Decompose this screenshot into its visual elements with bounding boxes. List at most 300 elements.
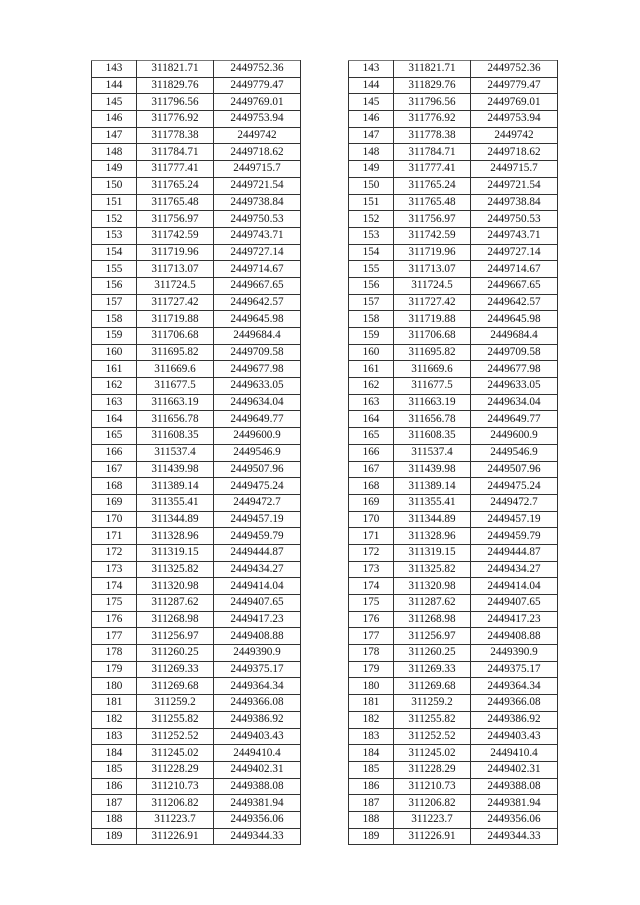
y-coordinate-cell: 2449356.06 (214, 811, 301, 828)
table-row (349, 227, 558, 244)
point-number-cell: 176 (92, 611, 137, 628)
y-coordinate-cell: 2449718.62 (214, 144, 301, 161)
table-row (349, 161, 558, 178)
coordinate-table-left (91, 60, 301, 845)
table-row (92, 194, 301, 211)
point-number-cell: 170 (349, 511, 394, 528)
y-coordinate-cell: 2449381.94 (471, 795, 558, 812)
y-coordinate-cell: 2449507.96 (214, 461, 301, 478)
point-number-cell: 162 (349, 378, 394, 395)
x-coordinate-cell: 311260.25 (137, 645, 214, 662)
y-coordinate-cell: 2449472.7 (471, 494, 558, 511)
point-number-cell: 188 (92, 811, 137, 828)
x-coordinate-cell: 311355.41 (394, 494, 471, 511)
point-number-cell: 156 (349, 277, 394, 294)
point-number-cell: 150 (349, 177, 394, 194)
y-coordinate-cell: 2449388.08 (471, 778, 558, 795)
point-number-cell: 175 (349, 595, 394, 612)
y-coordinate-cell: 2449414.04 (214, 578, 301, 595)
point-number-cell: 164 (349, 411, 394, 428)
x-coordinate-cell: 311695.82 (137, 344, 214, 361)
point-number-cell: 145 (349, 94, 394, 111)
y-coordinate-cell: 2449388.08 (214, 778, 301, 795)
x-coordinate-cell: 311255.82 (394, 711, 471, 728)
y-coordinate-cell: 2449642.57 (471, 294, 558, 311)
point-number-cell: 187 (92, 795, 137, 812)
point-number-cell: 178 (92, 645, 137, 662)
point-number-cell: 179 (92, 661, 137, 678)
table-row (92, 94, 301, 111)
table-row (349, 728, 558, 745)
y-coordinate-cell: 2449375.17 (471, 661, 558, 678)
point-number-cell: 161 (92, 361, 137, 378)
x-coordinate-cell: 311256.97 (137, 628, 214, 645)
x-coordinate-cell: 311608.35 (394, 428, 471, 445)
table-row (92, 444, 301, 461)
y-coordinate-cell: 2449677.98 (214, 361, 301, 378)
table-row (92, 645, 301, 662)
table-row (349, 77, 558, 94)
x-coordinate-cell: 311742.59 (137, 227, 214, 244)
x-coordinate-cell: 311287.62 (137, 595, 214, 612)
point-number-cell: 160 (349, 344, 394, 361)
y-coordinate-cell: 2449417.23 (471, 611, 558, 628)
y-coordinate-cell: 2449434.27 (471, 561, 558, 578)
x-coordinate-cell: 311319.15 (394, 544, 471, 561)
x-coordinate-cell: 311765.24 (394, 177, 471, 194)
y-coordinate-cell: 2449634.04 (214, 394, 301, 411)
y-coordinate-cell: 2449752.36 (471, 61, 558, 78)
x-coordinate-cell: 311245.02 (137, 745, 214, 762)
coordinate-table-right (348, 60, 558, 845)
y-coordinate-cell: 2449649.77 (471, 411, 558, 428)
table-row (92, 795, 301, 812)
y-coordinate-cell: 2449444.87 (214, 544, 301, 561)
point-number-cell: 158 (349, 311, 394, 328)
y-coordinate-cell: 2449403.43 (471, 728, 558, 745)
y-coordinate-cell: 2449677.98 (471, 361, 558, 378)
x-coordinate-cell: 311252.52 (394, 728, 471, 745)
y-coordinate-cell: 2449381.94 (214, 795, 301, 812)
point-number-cell: 171 (349, 528, 394, 545)
y-coordinate-cell: 2449738.84 (214, 194, 301, 211)
table-row (92, 111, 301, 128)
point-number-cell: 177 (92, 628, 137, 645)
x-coordinate-cell: 311537.4 (394, 444, 471, 461)
table-row (92, 294, 301, 311)
point-number-cell: 165 (349, 428, 394, 445)
table-row (349, 544, 558, 561)
point-number-cell: 150 (92, 177, 137, 194)
table-row (92, 661, 301, 678)
point-number-cell: 158 (92, 311, 137, 328)
y-coordinate-cell: 2449390.9 (471, 645, 558, 662)
point-number-cell: 151 (349, 194, 394, 211)
x-coordinate-cell: 311228.29 (394, 761, 471, 778)
x-coordinate-cell: 311829.76 (394, 77, 471, 94)
point-number-cell: 149 (349, 161, 394, 178)
table-row (349, 127, 558, 144)
x-coordinate-cell: 311719.96 (394, 244, 471, 261)
x-coordinate-cell: 311706.68 (137, 328, 214, 345)
x-coordinate-cell: 311252.52 (137, 728, 214, 745)
point-number-cell: 184 (92, 745, 137, 762)
table-row (349, 494, 558, 511)
table-row (349, 778, 558, 795)
y-coordinate-cell: 2449753.94 (214, 111, 301, 128)
x-coordinate-cell: 311796.56 (137, 94, 214, 111)
x-coordinate-cell: 311389.14 (394, 478, 471, 495)
point-number-cell: 146 (349, 111, 394, 128)
x-coordinate-cell: 311663.19 (394, 394, 471, 411)
table-row (92, 461, 301, 478)
x-coordinate-cell: 311269.33 (137, 661, 214, 678)
table-row (92, 811, 301, 828)
x-coordinate-cell: 311389.14 (137, 478, 214, 495)
x-coordinate-cell: 311656.78 (394, 411, 471, 428)
table-row (349, 111, 558, 128)
point-number-cell: 174 (92, 578, 137, 595)
point-number-cell: 173 (349, 561, 394, 578)
table-row (92, 728, 301, 745)
point-number-cell: 184 (349, 745, 394, 762)
table-row (92, 678, 301, 695)
table-row (349, 611, 558, 628)
table-row (92, 261, 301, 278)
table-row (92, 77, 301, 94)
x-coordinate-cell: 311727.42 (394, 294, 471, 311)
point-number-cell: 169 (92, 494, 137, 511)
y-coordinate-cell: 2449727.14 (471, 244, 558, 261)
y-coordinate-cell: 2449414.04 (471, 578, 558, 595)
y-coordinate-cell: 2449769.01 (214, 94, 301, 111)
table-row (349, 277, 558, 294)
y-coordinate-cell: 2449667.65 (471, 277, 558, 294)
x-coordinate-cell: 311228.29 (137, 761, 214, 778)
y-coordinate-cell: 2449546.9 (471, 444, 558, 461)
table-row (349, 795, 558, 812)
table-row (349, 478, 558, 495)
point-number-cell: 168 (92, 478, 137, 495)
point-number-cell: 175 (92, 595, 137, 612)
point-number-cell: 161 (349, 361, 394, 378)
y-coordinate-cell: 2449375.17 (214, 661, 301, 678)
x-coordinate-cell: 311325.82 (394, 561, 471, 578)
x-coordinate-cell: 311226.91 (137, 828, 214, 845)
point-number-cell: 156 (92, 277, 137, 294)
point-number-cell: 186 (92, 778, 137, 795)
y-coordinate-cell: 2449779.47 (214, 77, 301, 94)
point-number-cell: 144 (92, 77, 137, 94)
x-coordinate-cell: 311256.97 (394, 628, 471, 645)
x-coordinate-cell: 311210.73 (137, 778, 214, 795)
y-coordinate-cell: 2449600.9 (471, 428, 558, 445)
table-row (349, 194, 558, 211)
y-coordinate-cell: 2449475.24 (471, 478, 558, 495)
y-coordinate-cell: 2449645.98 (214, 311, 301, 328)
table-row (92, 328, 301, 345)
table-row (92, 144, 301, 161)
x-coordinate-cell: 311784.71 (137, 144, 214, 161)
y-coordinate-cell: 2449718.62 (471, 144, 558, 161)
point-number-cell: 181 (92, 695, 137, 712)
point-number-cell: 146 (92, 111, 137, 128)
table-row (92, 628, 301, 645)
x-coordinate-cell: 311669.6 (137, 361, 214, 378)
x-coordinate-cell: 311776.92 (394, 111, 471, 128)
point-number-cell: 185 (349, 761, 394, 778)
point-number-cell: 154 (349, 244, 394, 261)
table-row (349, 378, 558, 395)
y-coordinate-cell: 2449779.47 (471, 77, 558, 94)
table-row (349, 311, 558, 328)
table-row (92, 277, 301, 294)
table-row (92, 511, 301, 528)
x-coordinate-cell: 311778.38 (137, 127, 214, 144)
table-row (349, 661, 558, 678)
x-coordinate-cell: 311226.91 (394, 828, 471, 845)
table-row (349, 361, 558, 378)
y-coordinate-cell: 2449684.4 (214, 328, 301, 345)
table-row (349, 61, 558, 78)
point-number-cell: 176 (349, 611, 394, 628)
y-coordinate-cell: 2449459.79 (214, 528, 301, 545)
table-row (349, 428, 558, 445)
x-coordinate-cell: 311784.71 (394, 144, 471, 161)
x-coordinate-cell: 311796.56 (394, 94, 471, 111)
point-number-cell: 153 (349, 227, 394, 244)
y-coordinate-cell: 2449667.65 (214, 277, 301, 294)
table-row (92, 411, 301, 428)
y-coordinate-cell: 2449743.71 (471, 227, 558, 244)
y-coordinate-cell: 2449633.05 (471, 378, 558, 395)
point-number-cell: 187 (349, 795, 394, 812)
table-row (92, 211, 301, 228)
x-coordinate-cell: 311608.35 (137, 428, 214, 445)
point-number-cell: 180 (349, 678, 394, 695)
table-row (349, 444, 558, 461)
point-number-cell: 169 (349, 494, 394, 511)
y-coordinate-cell: 2449714.67 (214, 261, 301, 278)
y-coordinate-cell: 2449366.08 (214, 695, 301, 712)
y-coordinate-cell: 2449709.58 (214, 344, 301, 361)
table-row (92, 494, 301, 511)
x-coordinate-cell: 311756.97 (137, 211, 214, 228)
x-coordinate-cell: 311223.7 (394, 811, 471, 828)
table-row (92, 778, 301, 795)
x-coordinate-cell: 311328.96 (394, 528, 471, 545)
point-number-cell: 177 (349, 628, 394, 645)
y-coordinate-cell: 2449410.4 (214, 745, 301, 762)
table-row (349, 411, 558, 428)
point-number-cell: 155 (92, 261, 137, 278)
table-row (349, 528, 558, 545)
point-number-cell: 154 (92, 244, 137, 261)
y-coordinate-cell: 2449364.34 (471, 678, 558, 695)
point-number-cell: 189 (349, 828, 394, 845)
y-coordinate-cell: 2449507.96 (471, 461, 558, 478)
x-coordinate-cell: 311269.68 (137, 678, 214, 695)
y-coordinate-cell: 2449649.77 (214, 411, 301, 428)
x-coordinate-cell: 311663.19 (137, 394, 214, 411)
y-coordinate-cell: 2449417.23 (214, 611, 301, 628)
y-coordinate-cell: 2449752.36 (214, 61, 301, 78)
table-row (349, 561, 558, 578)
x-coordinate-cell: 311269.68 (394, 678, 471, 695)
y-coordinate-cell: 2449738.84 (471, 194, 558, 211)
point-number-cell: 153 (92, 227, 137, 244)
table-row (92, 544, 301, 561)
table-row (92, 361, 301, 378)
table-row (92, 595, 301, 612)
point-number-cell: 188 (349, 811, 394, 828)
x-coordinate-cell: 311669.6 (394, 361, 471, 378)
point-number-cell: 181 (349, 695, 394, 712)
y-coordinate-cell: 2449410.4 (471, 745, 558, 762)
x-coordinate-cell: 311713.07 (394, 261, 471, 278)
point-number-cell: 167 (92, 461, 137, 478)
x-coordinate-cell: 311328.96 (137, 528, 214, 545)
x-coordinate-cell: 311325.82 (137, 561, 214, 578)
y-coordinate-cell: 2449709.58 (471, 344, 558, 361)
table-row (92, 244, 301, 261)
point-number-cell: 185 (92, 761, 137, 778)
x-coordinate-cell: 311706.68 (394, 328, 471, 345)
point-number-cell: 183 (349, 728, 394, 745)
y-coordinate-cell: 2449645.98 (471, 311, 558, 328)
table-row (349, 144, 558, 161)
x-coordinate-cell: 311821.71 (394, 61, 471, 78)
table-row (92, 611, 301, 628)
table-row (349, 294, 558, 311)
x-coordinate-cell: 311269.33 (394, 661, 471, 678)
table-row (349, 595, 558, 612)
table-row (349, 344, 558, 361)
x-coordinate-cell: 311727.42 (137, 294, 214, 311)
point-number-cell: 168 (349, 478, 394, 495)
point-number-cell: 182 (92, 711, 137, 728)
y-coordinate-cell: 2449742 (214, 127, 301, 144)
x-coordinate-cell: 311287.62 (394, 595, 471, 612)
point-number-cell: 164 (92, 411, 137, 428)
x-coordinate-cell: 311259.2 (137, 695, 214, 712)
x-coordinate-cell: 311537.4 (137, 444, 214, 461)
table-row (349, 628, 558, 645)
table-row (92, 161, 301, 178)
point-number-cell: 148 (92, 144, 137, 161)
table-row (349, 394, 558, 411)
x-coordinate-cell: 311677.5 (137, 378, 214, 395)
table-row (349, 811, 558, 828)
table-row (92, 227, 301, 244)
table-row (349, 695, 558, 712)
x-coordinate-cell: 311206.82 (394, 795, 471, 812)
x-coordinate-cell: 311719.96 (137, 244, 214, 261)
x-coordinate-cell: 311355.41 (137, 494, 214, 511)
point-number-cell: 172 (92, 544, 137, 561)
table-row (349, 261, 558, 278)
point-number-cell: 147 (92, 127, 137, 144)
table-row (92, 394, 301, 411)
table-row (92, 561, 301, 578)
y-coordinate-cell: 2449390.9 (214, 645, 301, 662)
table-row (349, 578, 558, 595)
table-row (92, 344, 301, 361)
x-coordinate-cell: 311765.48 (394, 194, 471, 211)
y-coordinate-cell: 2449633.05 (214, 378, 301, 395)
table-row (349, 645, 558, 662)
point-number-cell: 149 (92, 161, 137, 178)
x-coordinate-cell: 311245.02 (394, 745, 471, 762)
point-number-cell: 189 (92, 828, 137, 845)
point-number-cell: 157 (349, 294, 394, 311)
y-coordinate-cell: 2449753.94 (471, 111, 558, 128)
table-row (349, 745, 558, 762)
point-number-cell: 186 (349, 778, 394, 795)
point-number-cell: 163 (349, 394, 394, 411)
point-number-cell: 167 (349, 461, 394, 478)
x-coordinate-cell: 311259.2 (394, 695, 471, 712)
point-number-cell: 157 (92, 294, 137, 311)
y-coordinate-cell: 2449402.31 (214, 761, 301, 778)
x-coordinate-cell: 311656.78 (137, 411, 214, 428)
table-row (92, 127, 301, 144)
point-number-cell: 151 (92, 194, 137, 211)
x-coordinate-cell: 311724.5 (137, 277, 214, 294)
table-row (349, 678, 558, 695)
x-coordinate-cell: 311320.98 (394, 578, 471, 595)
x-coordinate-cell: 311344.89 (394, 511, 471, 528)
table-row (349, 711, 558, 728)
point-number-cell: 173 (92, 561, 137, 578)
x-coordinate-cell: 311320.98 (137, 578, 214, 595)
y-coordinate-cell: 2449750.53 (214, 211, 301, 228)
y-coordinate-cell: 2449715.7 (214, 161, 301, 178)
point-number-cell: 179 (349, 661, 394, 678)
x-coordinate-cell: 311821.71 (137, 61, 214, 78)
x-coordinate-cell: 311765.48 (137, 194, 214, 211)
y-coordinate-cell: 2449457.19 (471, 511, 558, 528)
y-coordinate-cell: 2449642.57 (214, 294, 301, 311)
y-coordinate-cell: 2449684.4 (471, 328, 558, 345)
y-coordinate-cell: 2449472.7 (214, 494, 301, 511)
table-row (349, 828, 558, 845)
point-number-cell: 148 (349, 144, 394, 161)
table-row (349, 94, 558, 111)
point-number-cell: 143 (349, 61, 394, 78)
point-number-cell: 143 (92, 61, 137, 78)
x-coordinate-cell: 311268.98 (137, 611, 214, 628)
x-coordinate-cell: 311344.89 (137, 511, 214, 528)
table-row (92, 828, 301, 845)
point-number-cell: 163 (92, 394, 137, 411)
point-number-cell: 152 (92, 211, 137, 228)
table-row (349, 328, 558, 345)
x-coordinate-cell: 311319.15 (137, 544, 214, 561)
y-coordinate-cell: 2449769.01 (471, 94, 558, 111)
x-coordinate-cell: 311255.82 (137, 711, 214, 728)
x-coordinate-cell: 311719.88 (394, 311, 471, 328)
table-row (349, 761, 558, 778)
table-row (349, 211, 558, 228)
y-coordinate-cell: 2449386.92 (471, 711, 558, 728)
point-number-cell: 171 (92, 528, 137, 545)
x-coordinate-cell: 311756.97 (394, 211, 471, 228)
table-row (92, 578, 301, 595)
x-coordinate-cell: 311777.41 (137, 161, 214, 178)
y-coordinate-cell: 2449407.65 (471, 595, 558, 612)
x-coordinate-cell: 311724.5 (394, 277, 471, 294)
